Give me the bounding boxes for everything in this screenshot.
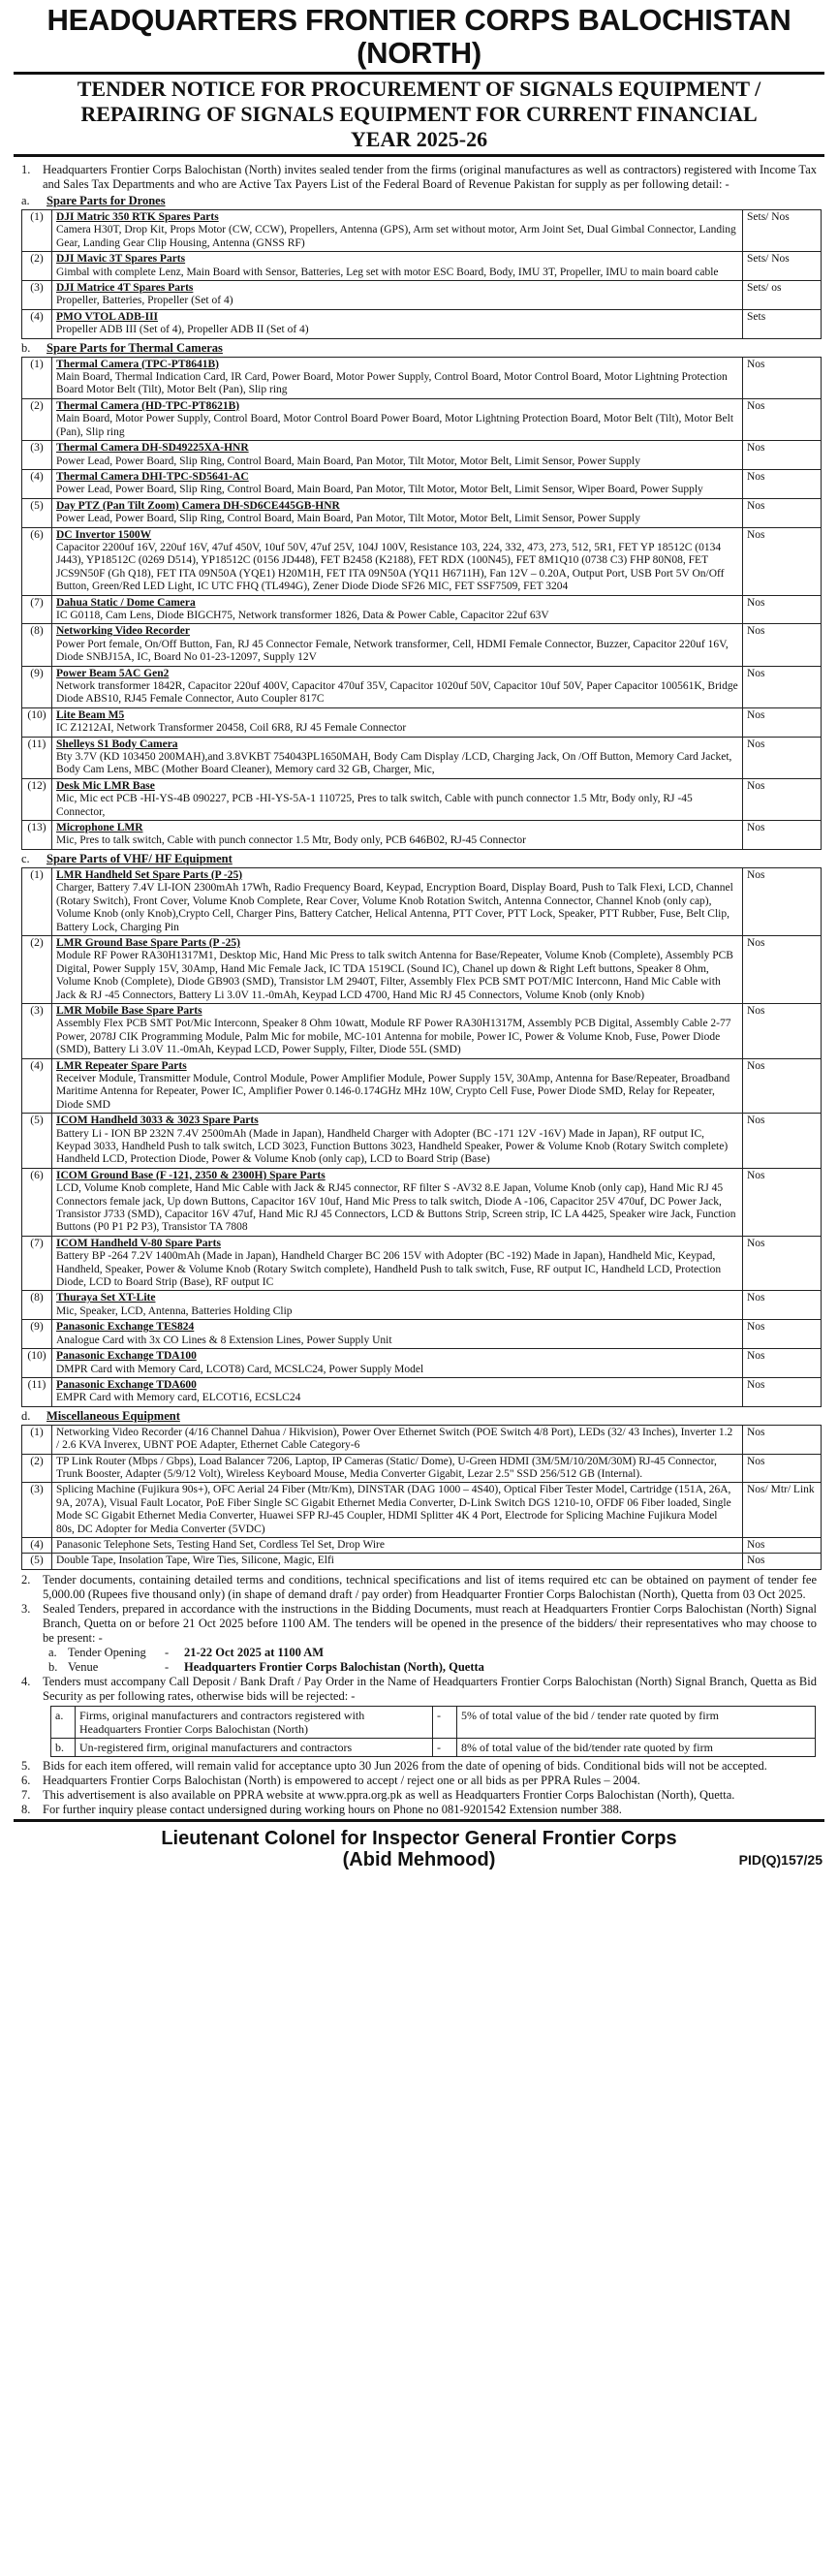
item-unit: Nos <box>743 469 822 498</box>
section-letter: a. <box>21 194 30 207</box>
subtitle-rule <box>14 154 824 157</box>
item-description: TP Link Router (Mbps / Gbps), Load Balancer 7206, Laptop, IP Cameras (Static/ Dome), U-Green HDMI (3M/5M/10/20M/30M) RJ-45 Connector, Trunk Booster, Adapter (5/9/12 Volt), Wireless Keyboard Mouse, Media Converter Gigabit, Lezar 2.5" SSD 256/512 GB (Internal). <box>56 1455 717 1480</box>
item-number: (11) <box>22 737 52 778</box>
item-unit: Nos <box>743 821 822 850</box>
term-text: Headquarters Frontier Corps Balochistan (North) is empowered to accept / reject one or all bids as per PPRA Rules – 2004. <box>43 1773 640 1787</box>
item-title: Lite Beam M5 <box>56 708 125 721</box>
fee-letter: b. <box>51 1738 76 1756</box>
item-number: (3) <box>22 281 52 310</box>
term-7 <box>21 1788 817 1803</box>
subtitle-line-1: TENDER NOTICE FOR PROCUREMENT OF SIGNALS EQUIPMENT / <box>77 77 761 101</box>
section-title: Spare Parts for Drones <box>47 194 166 207</box>
item-detail <box>52 1168 743 1236</box>
fee-rate: 8% of total value of the bid/tender rate quoted by firm <box>457 1738 816 1756</box>
table-row <box>22 1236 822 1291</box>
section-letter: d. <box>21 1408 31 1423</box>
item-unit: Nos <box>743 1554 822 1569</box>
item-description: Power Lead, Power Board, Slip Ring, Control Board, Main Board, Pan Motor, Tilt Motor, Motor Belt, Limit Sensor, Wiper Board, Power Supply <box>56 484 703 496</box>
sub-key: Tender Opening <box>68 1645 146 1659</box>
item-title: DJI Matric 350 RTK Spares Parts <box>56 211 219 223</box>
term-number: 2. <box>21 1572 31 1586</box>
item-title: DC Invertor 1500W <box>56 528 152 541</box>
item-detail <box>52 1454 743 1483</box>
item-description: Main Board, Thermal Indication Card, IR Card, Power Board, Motor Power Supply, Control Board, Motor Control Board, Motor Lightning Protection Board Motor Belt (Tilt), Motor Belt (Pan), Slip ring <box>56 371 728 396</box>
item-description: Mic, Mic ect PCB -HI-YS-4B 090227, PCB -HI-YS-5A-1 110725, Pres to talk switch, Cable with punch connector 1.5 Mtr, Body only, RJ -45 Connector, <box>56 793 693 818</box>
item-description: Propeller, Batteries, Propeller (Set of 4) <box>56 295 233 307</box>
pid-code: PID(Q)157/25 <box>738 1851 822 1868</box>
term-number: 6. <box>21 1773 31 1787</box>
term-number: 3. <box>21 1601 31 1616</box>
item-unit: Nos <box>743 441 822 470</box>
fee-row <box>51 1738 816 1756</box>
item-description: Networking Video Recorder (4/16 Channel Dahua / Hikvision), Power Over Ethernet Switch (POE Switch 4/8 Port), LEDs (32/ 43 Inches), Inverter 1.2 / 2.6 KVA Inverex, UBNT POE Adapter, Ethernet Cable Category-6 <box>56 1426 733 1452</box>
table-row <box>22 1114 822 1169</box>
section-letter: b. <box>21 340 31 355</box>
item-description: Splicing Machine (Fujikura 90s+), OFC Aerial 24 Fiber (Mtr/Km), DINSTAR (DAG 1000 – 4S40), Optical Fiber Tester Model, Cartridge (151A, 26A, 9A, 207A), Visual Fault Locator, PoE Fiber Single SC Gigabit Ethernet Media Converter, D-Link Switch DGS 1210-10, OFDF 06 Fiber loaded, Single Mode SC Gigabit Ethernet Media Converter, Huawei SFP RJ-45 Coupler, HDMI Splitter 4K 4 Port, Electrode for Splicing Machine Fujikura Model 80s, DC Adopter for Media Converter (5VDC) <box>56 1484 731 1535</box>
item-title: DJI Mavic 3T Spares Parts <box>56 253 186 266</box>
item-detail <box>52 707 743 737</box>
item-detail <box>52 357 743 398</box>
term-6 <box>21 1774 817 1788</box>
item-detail <box>52 498 743 527</box>
item-number: (2) <box>22 935 52 1003</box>
item-detail <box>52 1291 743 1320</box>
item-detail <box>52 1349 743 1378</box>
item-unit: Nos <box>743 737 822 778</box>
item-detail <box>52 441 743 470</box>
sub-dash: - <box>165 1645 170 1659</box>
item-number: (6) <box>22 1168 52 1236</box>
table-row <box>22 1554 822 1569</box>
table-row <box>22 778 822 820</box>
signature-block <box>10 1828 828 1870</box>
fee-letter: a. <box>51 1706 76 1738</box>
item-description: Assembly Flex PCB SMT Pot/Mic Interconn, Speaker 8 Ohm 10watt, Module RF Power RA30H1317M, Assembly PCB Digital, Assembly Cable 2-77 Power, 2078J CIK Programming Module, Palm Mic for mobile, MC-101 Antenna for mobile, Power IC, Power & Volume Knob, Fuse, Power Diode (SMD), Battery Li 3.0V 11.-0mAh, Keypad LCD, Power Supply, Filter, Diode 55L (SMD) <box>56 1018 731 1056</box>
section-heading <box>21 194 828 208</box>
item-detail <box>52 595 743 624</box>
item-number: (4) <box>22 469 52 498</box>
item-number: (1) <box>22 1425 52 1454</box>
item-number: (7) <box>22 595 52 624</box>
item-detail <box>52 867 743 935</box>
item-number: (13) <box>22 821 52 850</box>
item-unit: Nos <box>743 398 822 440</box>
item-unit: Nos <box>743 935 822 1003</box>
table-row <box>22 737 822 778</box>
item-title: Thermal Camera (TPC-PT8641B) <box>56 358 219 370</box>
table-row <box>22 210 822 252</box>
table-row <box>22 1291 822 1320</box>
item-detail <box>52 1554 743 1569</box>
item-description: Mic, Pres to talk switch, Cable with punch connector 1.5 Mtr, Body only, PCB 646B02, RJ-45 Connector <box>56 834 526 847</box>
table-row <box>22 595 822 624</box>
item-detail <box>52 737 743 778</box>
table-row <box>22 1537 822 1553</box>
item-unit: Nos <box>743 707 822 737</box>
item-unit: Nos <box>743 357 822 398</box>
item-description: Panasonic Telephone Sets, Testing Hand Set, Cordless Tel Set, Drop Wire <box>56 1538 385 1551</box>
item-unit: Nos <box>743 1320 822 1349</box>
bid-security-table <box>50 1706 816 1757</box>
term-5 <box>21 1759 817 1774</box>
section-title: Miscellaneous Equipment <box>47 1408 180 1423</box>
item-detail <box>52 1537 743 1553</box>
item-detail <box>52 1425 743 1454</box>
table-row <box>22 309 822 338</box>
item-number: (3) <box>22 1003 52 1058</box>
section-heading <box>21 341 828 356</box>
term-4 <box>21 1675 817 1704</box>
table-row <box>22 469 822 498</box>
item-title: Desk Mic LMR Base <box>56 779 155 792</box>
item-unit: Nos <box>743 1377 822 1406</box>
item-title: PMO VTOL ADB-III <box>56 310 159 323</box>
intro-paragraph <box>21 163 817 192</box>
table-row <box>22 821 822 850</box>
table-row <box>22 252 822 281</box>
item-number: (4) <box>22 1058 52 1114</box>
item-title: ICOM Handheld V-80 Spare Parts <box>56 1237 221 1249</box>
paragraph-number: 1. <box>21 163 31 176</box>
term-text: This advertisement is also available on PPRA website at www.ppra.org.pk as well as Headquarters Frontier Corps Balochistan (North), Quetta. <box>43 1787 735 1802</box>
item-description: Main Board, Motor Power Supply, Control Board, Motor Control Board Power Board, Motor Lightning Protection Board, Motor Belt (Tilt), Motor Belt (Pan), Slip ring <box>56 413 734 438</box>
table-row <box>22 357 822 398</box>
item-unit: Nos <box>743 498 822 527</box>
sub-dash: - <box>165 1659 170 1674</box>
table-row <box>22 527 822 595</box>
item-number: (9) <box>22 666 52 707</box>
item-description: Battery BP -264 7.2V 1400mAh (Made in Japan), Handheld Charger BC 206 15V with Adopter (BC -192) Made in Japan), Handheld Mic, Keypad, Handheld, Speaker, Power & Volume Knob (Rotary Switch complete), Handheld Push to talk switch, Fuse, RF output IC, Handheld LCD, Protection Diode, LCD to Board Strip (Base), RF output IC <box>56 1250 722 1289</box>
item-description: Gimbal with complete Lenz, Main Board with Sensor, Batteries, Leg set with motor ESC Board, Body, IMU 3T, Propeller, IMU to main board cable <box>56 266 719 278</box>
item-unit: Nos <box>743 1349 822 1378</box>
table-row <box>22 1349 822 1378</box>
table-row <box>22 1425 822 1454</box>
item-detail <box>52 1483 743 1538</box>
item-detail <box>52 281 743 310</box>
item-description: DMPR Card with Memory Card, LCOT8) Card, MCSLC24, Power Supply Model <box>56 1363 424 1375</box>
item-description: Bty 3.7V (KD 103450 200MAH),and 3.8VKBT 754043PL1650MAH, Body Cam Display /LCD, Charging Jack, On /Off Button, Memory Card Jacket, Body Cam Lens, MBC (Mother Board Cleaner), Memory card 32 GB, Charger, Mic, <box>56 751 732 776</box>
term-3 <box>21 1602 817 1646</box>
item-number: (8) <box>22 1291 52 1320</box>
item-unit: Nos <box>743 1537 822 1553</box>
term-text: For further inquiry please contact undersigned during working hours on Phone no 081-9201542 Extension number 388. <box>43 1802 622 1816</box>
item-unit: Sets/ Nos <box>743 210 822 252</box>
item-unit: Nos/ Mtr/ Link <box>743 1483 822 1538</box>
item-title: Panasonic Exchange TES824 <box>56 1321 195 1334</box>
page-title: HEADQUARTERS FRONTIER CORPS BALOCHISTAN (NORTH) <box>47 3 791 70</box>
item-unit: Nos <box>743 1168 822 1236</box>
item-detail <box>52 1058 743 1114</box>
item-title: Networking Video Recorder <box>56 625 190 638</box>
table-row <box>22 1058 822 1114</box>
item-number: (1) <box>22 210 52 252</box>
item-number: (5) <box>22 1554 52 1569</box>
item-detail <box>52 252 743 281</box>
table-row <box>22 281 822 310</box>
item-unit: Nos <box>743 624 822 666</box>
items-table <box>21 867 822 1407</box>
item-unit: Nos <box>743 527 822 595</box>
item-unit: Sets/ Nos <box>743 252 822 281</box>
term-number: 5. <box>21 1758 31 1773</box>
section-title: Spare Parts of VHF/ HF Equipment <box>47 851 233 865</box>
item-description: Analogue Card with 3x CO Lines & 8 Extension Lines, Power Supply Unit <box>56 1334 392 1346</box>
item-unit: Nos <box>743 1291 822 1320</box>
item-number: (5) <box>22 1114 52 1169</box>
table-row <box>22 1003 822 1058</box>
item-description: Propeller ADB III (Set of 4), Propeller ADB II (Set of 4) <box>56 324 309 336</box>
item-description: IC G0118, Cam Lens, Diode BIGCH75, Network transformer 1826, Data & Power Cable, Capacitor 22uf 63V <box>56 609 549 621</box>
item-number: (10) <box>22 1349 52 1378</box>
item-unit: Nos <box>743 666 822 707</box>
item-description: Power Lead, Power Board, Slip Ring, Control Board, Main Board, Pan Motor, Tilt Motor, Motor Belt, Limit Sensor, Power Supply <box>56 513 640 525</box>
term-text: Tenders must accompany Call Deposit / Bank Draft / Pay Order in the Name of Headquarters Frontier Corps Balochistan (North) Signal Branch, Quetta as Bid Security as per following rates, otherwise bids will be rejected: - <box>43 1674 817 1703</box>
item-unit: Nos <box>743 778 822 820</box>
section-heading <box>21 852 828 866</box>
fee-dash: - <box>433 1738 457 1756</box>
table-row <box>22 398 822 440</box>
items-table <box>21 1425 822 1570</box>
section-letter: c. <box>21 851 30 865</box>
item-number: (2) <box>22 1454 52 1483</box>
sub-value: 21-22 Oct 2025 at 1100 AM <box>184 1645 325 1659</box>
term-8 <box>21 1803 817 1817</box>
term-number: 7. <box>21 1787 31 1802</box>
paragraph-text: Headquarters Frontier Corps Balochistan (North) invites sealed tender from the firms (original manufactures as well as contractors) registered with Income Tax and Sales Tax Departments and who are Active Tax Payers List of the Federal Board of Revenue Pakistan for supply as per following detail: - <box>43 163 817 191</box>
item-title: ICOM Ground Base (F -121, 2350 & 2300H) Spare Parts <box>56 1169 326 1181</box>
item-unit: Nos <box>743 1058 822 1114</box>
item-title: Shelleys S1 Body Camera <box>56 738 178 750</box>
term-number: 4. <box>21 1674 31 1688</box>
item-number: (11) <box>22 1377 52 1406</box>
item-title: Panasonic Exchange TDA100 <box>56 1350 197 1363</box>
fee-rate: 5% of total value of the bid / tender rate quoted by firm <box>457 1706 816 1738</box>
term-text: Sealed Tenders, prepared in accordance with the instructions in the Bidding Documents, must reach at Headquarters Frontier Corps Balochistan (North) Signal Branch, Quetta on or before 21 Oct 2025 before 1100 AM. The tenders will be opened in the presence of the bidders/ their representatives who may choose to be present: - <box>43 1601 817 1645</box>
item-detail <box>52 778 743 820</box>
item-description: Battery Li - ION BP 232N 7.4V 2500mAh (Made in Japan), Handheld Charger with Adopter (BC -171 12V -16V) Made in Japan), RF output IC, Keypad 3033, Handheld Push to talk switch, LCD 3023, Function Buttons 3023, Handheld Speaker, Power & Volume Knob (Rotary Switch complete) Handheld LCD, Protection Diode, Power & Volume Knob (only cap), LCD to Board Strip (Base) <box>56 1127 729 1166</box>
item-unit: Sets/ os <box>743 281 822 310</box>
table-row <box>22 867 822 935</box>
subtitle-line-3: YEAR 2025-26 <box>350 127 488 151</box>
item-number: (2) <box>22 252 52 281</box>
table-row <box>22 1377 822 1406</box>
sections-container <box>10 194 828 1570</box>
item-detail <box>52 1003 743 1058</box>
item-detail <box>52 398 743 440</box>
item-unit: Nos <box>743 595 822 624</box>
sub-letter: a. <box>48 1645 57 1659</box>
term-text: Tender documents, containing detailed terms and conditions, technical specifications and list of items required etc can be obtained on payment of tender fee 5,000.00 (Rupees five thousand only) (in shape of demand draft / pay order) from Headquarter Frontier Corps Balochistan (North), Quetta from 03 Oct 2025. <box>43 1572 817 1601</box>
item-title: LMR Repeater Spare Parts <box>56 1059 187 1072</box>
table-row <box>22 441 822 470</box>
fee-row <box>51 1706 816 1738</box>
item-number: (5) <box>22 498 52 527</box>
table-row <box>22 1168 822 1236</box>
item-number: (8) <box>22 624 52 666</box>
item-number: (1) <box>22 867 52 935</box>
table-row <box>22 1320 822 1349</box>
item-detail <box>52 666 743 707</box>
item-title: Power Beam 5AC Gen2 <box>56 667 170 679</box>
item-title: Thermal Camera (HD-TPC-PT8621B) <box>56 399 240 412</box>
table-row <box>22 1483 822 1538</box>
section-title: Spare Parts for Thermal Cameras <box>47 340 223 355</box>
item-description: Power Port female, On/Off Button, Fan, RJ 45 Connector Female, Network transformer, Cell, HDMI Female Connector, Buzzer, Capacitor 220uf 16V, Diode SNBJ15A, IC, Board No 01-23-12097, Supply 12V <box>56 638 729 664</box>
item-number: (3) <box>22 1483 52 1538</box>
section-heading <box>21 1409 828 1424</box>
table-row <box>22 666 822 707</box>
item-title: Thuraya Set XT-Lite <box>56 1292 156 1304</box>
sub-letter: b. <box>48 1659 58 1674</box>
item-detail <box>52 527 743 595</box>
item-detail <box>52 1377 743 1406</box>
item-title: Thermal Camera DH-SD49225XA-HNR <box>56 442 249 455</box>
item-description: Mic, Speaker, LCD, Antenna, Batteries Holding Clip <box>56 1304 293 1317</box>
item-description: Charger, Battery 7.4V LI-ION 2300mAh 17Wh, Radio Frequency Board, Keypad, Encryption Board, Display Board, Push to Talk Flexi, LCD, Channel (Rotary Switch), Front Cover, Volume Knob Complete, Rear Cover, Volume Knob Rotation Switch, Antenna Connector, Channel Knob (only cap), Volume Knob (only Knob),Crypto Cell, Charger Pins, Battery Catcher, Helical Antenna, PTT Cover, PTT Lock, Speaker, PTT Rubber, Fuse, Belt Clip, Battery Lock, Charging Pin <box>56 882 733 933</box>
term-number: 8. <box>21 1802 31 1816</box>
tender-venue <box>48 1660 817 1675</box>
fee-dash: - <box>433 1706 457 1738</box>
term-text: Bids for each item offered, will remain valid for acceptance upto 30 Jun 2026 from the date of opening of bids. Conditional bids will not be accepted. <box>43 1758 767 1773</box>
tender-opening <box>48 1646 817 1660</box>
subtitle-line-2: REPAIRING OF SIGNALS EQUIPMENT FOR CURRENT FINANCIAL <box>80 102 758 126</box>
item-detail <box>52 1320 743 1349</box>
item-title: ICOM Handheld 3033 & 3023 Spare Parts <box>56 1115 259 1127</box>
item-detail <box>52 624 743 666</box>
item-unit: Nos <box>743 1003 822 1058</box>
item-number: (2) <box>22 398 52 440</box>
table-row <box>22 1454 822 1483</box>
item-number: (1) <box>22 357 52 398</box>
item-number: (10) <box>22 707 52 737</box>
item-description: Receiver Module, Transmitter Module, Control Module, Power Amplifier Module, Power Supply 15V, 30Amp, Antenna for Base/Repeater, Broadband Maritime Antenna for Repeater, Power IC, Amplifier Power 0.146-0.174GHz MHz 10W, Crypto Cell Fuse, Power Diode SMD, Relay for Repeater, Diode SMD <box>56 1072 730 1111</box>
item-title: DJI Matrice 4T Spares Parts <box>56 282 194 295</box>
item-unit: Nos <box>743 1425 822 1454</box>
item-description: Module RF Power RA30H1317M1, Desktop Mic, Hand Mic Press to talk switch Antenna for Base/Repeater, Volume Knob (Complete), Assembly PCB Digital, Power Supply 15V, 30Amp, Hand Mic Female Jack, IC TDA 1519CL (Sound IC), Chanel up down & Right Left buttons, Speaker 8 Ohm, Volume Knob (Complete), Diode GB903 (SMD), Transistor LM 2940T, Filter, Assembly Flex PCB SMT POT/MIC Interconn, Hand Mic Cable with Jack & RJ -45 Connectors, Battery Li 3.0V 11.-0mAh, Keypad LCD 4700, Hand Mic RJ 45 Connectors, Volume Knob (only Knob) <box>56 950 733 1001</box>
item-unit: Nos <box>743 1114 822 1169</box>
item-detail <box>52 1114 743 1169</box>
item-description: IC Z1212AI, Network Transformer 20458, Coil 6R8, RJ 45 Female Connector <box>56 722 407 735</box>
item-detail <box>52 210 743 252</box>
item-number: (9) <box>22 1320 52 1349</box>
signatory-name: (Abid Mehmood) <box>342 1848 496 1870</box>
item-unit: Nos <box>743 1236 822 1291</box>
item-detail <box>52 821 743 850</box>
fee-firm: Un-registered firm, original manufacturers and contractors <box>76 1738 433 1756</box>
item-number: (4) <box>22 1537 52 1553</box>
footer-rule <box>14 1819 824 1822</box>
item-detail <box>52 935 743 1003</box>
fee-firm: Firms, original manufacturers and contractors registered with Headquarters Frontier Corps Balochistan (North) <box>76 1706 433 1738</box>
item-title: LMR Mobile Base Spare Parts <box>56 1004 202 1017</box>
item-title: Microphone LMR <box>56 822 143 834</box>
sub-key: Venue <box>68 1659 99 1674</box>
signatory-title: Lieutenant Colonel for Inspector General Frontier Corps <box>161 1827 677 1849</box>
item-number: (6) <box>22 527 52 595</box>
items-table <box>21 357 822 850</box>
item-number: (4) <box>22 309 52 338</box>
table-row <box>22 935 822 1003</box>
table-row <box>22 498 822 527</box>
item-description: LCD, Volume Knob complete, Hand Mic Cable with Jack & RJ45 connector, RF filter S -AV32 8.E Japan, Volume Knob (only cap), Hand Mic RJ 45 Connectors female jack, Up down Buttons, Capacitor 16V 10uf, Hand Mic Press to talk switch, Diode A -106, Capacitor 25V 470uf, DC Power Jack, Transistor J733 (SMD), Capacitor 16V 47uf, Hand Mic RJ 45 Connectors, LCD & Buttons Strip, Screen strip, IC LA 4425, Speaker wire Jack, Function Buttons (P0 P1 P2 P3), Transistor TA 7808 <box>56 1182 736 1234</box>
item-title: Day PTZ (Pan Tilt Zoom) Camera DH-SD6CE445GB-HNR <box>56 499 340 512</box>
item-description: Power Lead, Power Board, Slip Ring, Control Board, Main Board, Pan Motor, Tilt Motor, Motor Belt, Limit Sensor, Power Supply <box>56 455 640 467</box>
item-unit: Nos <box>743 867 822 935</box>
table-row <box>22 707 822 737</box>
title-rule <box>14 72 824 75</box>
term-2 <box>21 1573 817 1602</box>
items-table <box>21 209 822 339</box>
item-number: (12) <box>22 778 52 820</box>
item-detail <box>52 469 743 498</box>
terms-block <box>21 1573 817 1817</box>
item-detail <box>52 309 743 338</box>
item-detail <box>52 1236 743 1291</box>
item-unit: Sets <box>743 309 822 338</box>
item-description: Network transformer 1842R, Capacitor 220uf 400V, Capacitor 470uf 35V, Capacitor 1020uf 50V, Capacitor 10uf 50V, Paper Capacitor 100561K, Bridge Diode ABS10, RJ45 Female Connector, Auto Coupler 817C <box>56 680 738 706</box>
item-title: LMR Ground Base Spare Parts (P -25) <box>56 936 240 949</box>
table-row <box>22 624 822 666</box>
item-title: Panasonic Exchange TDA600 <box>56 1378 197 1391</box>
item-title: Dahua Static / Dome Camera <box>56 596 196 609</box>
item-description: EMPR Card with Memory card, ELCOT16, ECSLC24 <box>56 1392 301 1404</box>
item-number: (3) <box>22 441 52 470</box>
item-title: LMR Handheld Set Spare Parts (P -25) <box>56 868 243 881</box>
item-description: Double Tape, Insolation Tape, Wire Ties, Silicone, Magic, Elfi <box>56 1555 334 1567</box>
item-description: Capacitor 2200uf 16V, 220uf 16V, 47uf 450V, 10uf 50V, 47uf 25V, 104J 100V, Resistance 103, 224, 332, 473, 273, 512, 5R1, FET YP 18512C (0134 J443), YP18512C (0269 D514), YP18512C (0156 JD448), FET B2458 (K2188), FET RDX (100N45), FET 8M1Q10 (0738 C3) FHP 80N08, FET JCS9N50F (Gh Q18), FET ITA 09N50A (YQE1) H20M1H, FET ITA 09N50A (YQ11 H6711H), Fan 12V – 0.20A, Output Port, USB Port 5V On/Off Button, Green/Red LED Light, IC UTC FHQ (TL494G), Zener Diode Diode SF26 MIC, FET SSF7509, FET 3204 <box>56 541 725 593</box>
item-unit: Nos <box>743 1454 822 1483</box>
item-number: (7) <box>22 1236 52 1291</box>
item-title: Thermal Camera DHI-TPC-SD5641-AC <box>56 470 249 483</box>
sub-value: Headquarters Frontier Corps Balochistan (North), Quetta <box>184 1659 484 1674</box>
item-description: Camera H30T, Drop Kit, Props Motor (CW, CCW), Propellers, Antenna (GPS), Arm set without motor, Arm Joint Set, Dual Gimbal Connector, Landing Gear, Landing Gear Clip Housing, Antenna (GNSS RF) <box>56 224 736 249</box>
